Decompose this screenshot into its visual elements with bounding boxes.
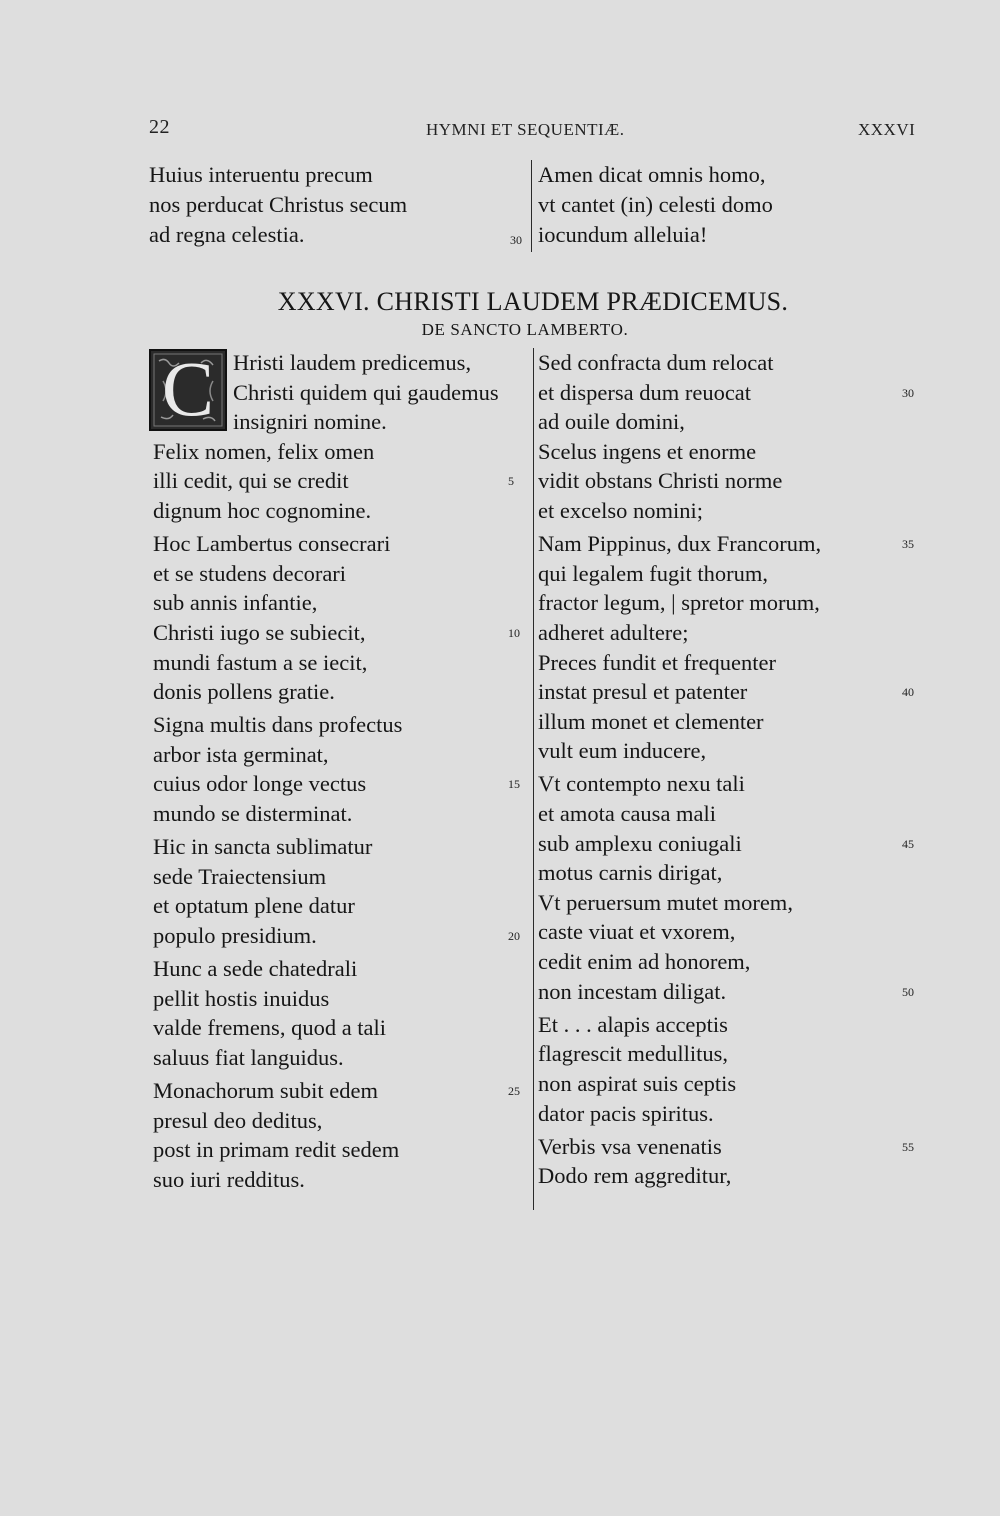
top-left-column xyxy=(149,160,529,252)
verse-line: Vt peruersum mutet morem, xyxy=(538,889,793,915)
verse-line: sub amplexu coniugali xyxy=(538,830,742,856)
verse-line: ad ouile domini, xyxy=(538,409,685,435)
verse-line: mundi fastum a se iecit, xyxy=(153,649,368,675)
verse-line: Christi quidem qui gaudemus xyxy=(233,379,499,405)
verse-line: Et . . . alapis acceptis xyxy=(538,1011,728,1037)
line-number: 30 xyxy=(902,385,914,400)
verse-line: et optatum plene datur xyxy=(153,893,355,919)
verse-line: nos perducat Christus secum xyxy=(149,192,408,217)
line-number: 15 xyxy=(508,777,520,792)
verse-line: instat presul et patenter xyxy=(538,679,748,705)
section-number: XXXVI xyxy=(858,120,916,139)
line-number: 55 xyxy=(902,1139,914,1154)
verse-line: Preces fundit et frequenter xyxy=(538,649,777,675)
line-number: 30 xyxy=(510,233,522,247)
verse-line: Nam Pippinus, dux Francorum, xyxy=(538,531,822,557)
line-number: 10 xyxy=(508,625,520,640)
verse-line: donis pollens gratie. xyxy=(153,679,335,705)
verse-line: et se studens decorari xyxy=(153,560,347,586)
line-number: 5 xyxy=(508,474,514,489)
line-number: 50 xyxy=(902,984,914,999)
verse-line: dignum hoc cognomine. xyxy=(153,498,372,523)
verse-line: Scelus ingens et enorme xyxy=(538,438,757,464)
verse-line: Felix nomen, felix omen xyxy=(153,438,375,464)
hymn-title: XXXVI. CHRISTI LAUDEM PRÆDICEMUS. xyxy=(277,287,789,316)
verse-line: insigniri nomine. xyxy=(233,409,387,435)
verse-line: vidit obstans Christi norme xyxy=(538,468,783,494)
verse-line: Amen dicat omnis homo, xyxy=(538,162,766,187)
verse-line: adheret adultere; xyxy=(538,619,689,645)
verse-line: suo iuri redditus. xyxy=(153,1166,305,1192)
line-number: 40 xyxy=(902,685,914,700)
verse-line: flagrescit medullitus, xyxy=(538,1041,728,1067)
verse-line: caste viuat et vxorem, xyxy=(538,919,736,945)
verse-line: Hristi laudem predicemus, xyxy=(233,350,472,375)
hymn-left-column xyxy=(153,345,533,1208)
right-line-numbers xyxy=(902,348,926,1218)
verse-line: post in primam redit sedem xyxy=(153,1137,400,1163)
verse-line: Vt contempto nexu tali xyxy=(538,771,745,797)
verse-line: Hoc Lambertus consecrari xyxy=(153,531,391,557)
verse-line: populo presidium. xyxy=(153,922,317,948)
verse-line: motus carnis dirigat, xyxy=(538,860,723,886)
verse-line: Christi iugo se subiecit, xyxy=(153,619,366,645)
verse-line: non incestam diligat. xyxy=(538,978,727,1004)
top-right-column xyxy=(538,160,918,252)
verse-line: illum monet et clementer xyxy=(538,708,764,734)
verse-line: et amota causa mali xyxy=(538,801,717,826)
verse-line: vult eum inducere, xyxy=(538,738,707,764)
verse-line: illi cedit, qui se credit xyxy=(153,468,349,494)
verse-line: Signa multis dans profectus xyxy=(153,712,403,738)
verse-line: saluus fiat languidus. xyxy=(153,1044,344,1070)
verse-line: Huius interuentu precum xyxy=(149,162,373,187)
verse-line: Monachorum subit edem xyxy=(153,1077,378,1103)
verse-line: presul deo deditus, xyxy=(153,1107,323,1133)
hymn-subtitle: DE SANCTO LAMBERTO. xyxy=(421,320,629,339)
verse-line: et excelso nomini; xyxy=(538,498,703,523)
line-number: 25 xyxy=(508,1083,520,1098)
verse-line: Dodo rem aggreditur, xyxy=(538,1163,732,1189)
verse-line: fractor legum, | spretor morum, xyxy=(538,590,820,616)
line-number: 20 xyxy=(508,928,520,943)
verse-line: non aspirat suis ceptis xyxy=(538,1070,737,1096)
verse-line: sede Traiectensium xyxy=(153,863,327,889)
line-number: 45 xyxy=(902,836,914,851)
column-divider xyxy=(533,348,534,1210)
running-title: HYMNI ET SEQUENTIÆ. xyxy=(426,120,625,139)
verse-line: pellit hostis inuidus xyxy=(153,985,330,1011)
verse-line: qui legalem fugit thorum, xyxy=(538,560,768,586)
verse-line: Sed confracta dum relocat xyxy=(538,350,774,375)
verse-line: arbor ista germinat, xyxy=(153,741,329,767)
verse-line: Hic in sancta sublimatur xyxy=(153,834,373,860)
verse-line: mundo se disterminat. xyxy=(153,801,353,826)
verse-line: ad regna celestia. xyxy=(149,222,305,247)
column-divider xyxy=(531,160,532,252)
verse-line: cuius odor longe vectus xyxy=(153,771,367,797)
verse-line: iocundum alleluia! xyxy=(538,222,708,247)
verse-line: dator pacis spiritus. xyxy=(538,1100,714,1126)
initial-letter: C xyxy=(161,345,215,432)
verse-line: et dispersa dum reuocat xyxy=(538,379,752,405)
verse-line: cedit enim ad honorem, xyxy=(538,949,751,974)
verse-line: sub annis infantie, xyxy=(153,590,318,616)
left-line-numbers xyxy=(508,348,530,1208)
line-number: 35 xyxy=(902,537,914,552)
verse-line: Hunc a sede chatedrali xyxy=(153,956,358,981)
verse-line: vt cantet (in) celesti domo xyxy=(538,192,773,217)
verse-line: valde fremens, quod a tali xyxy=(153,1015,387,1041)
hymn-right-column xyxy=(538,348,908,1218)
verse-line: Verbis vsa venenatis xyxy=(538,1133,722,1159)
page-number: 22 xyxy=(149,116,170,138)
